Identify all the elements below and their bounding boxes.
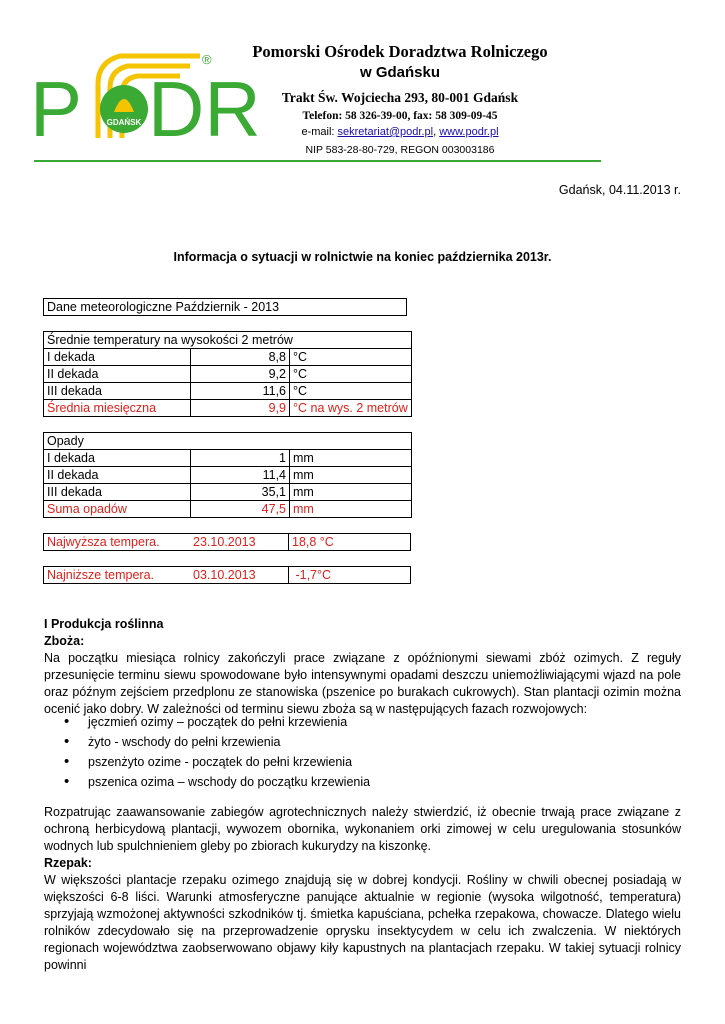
email-separator: , — [433, 126, 440, 138]
row-value: 35,1 — [191, 484, 290, 501]
table-row — [44, 484, 412, 501]
org-phone: Telefon: 58 326-39-00, fax: 58 309-09-45 — [302, 110, 498, 122]
paragraph-cereals: Na początku miesiąca rolnicy zakończyli prace związane z opóźnionymi siewami zbóż ozimych. Z reguły przesunięcie terminu siewu spowodowane było intensywnymi opadami deszczu uniemożliwiającymi wjazd na pole oraz późnym zejściem przedplonu ze stanowiska (pszenice po burakach cukrowych). Stan plantacji ozimin można ocenić jako dobry. W zależności od terminu siewu zboża są w następujących fazach rozwojowych: — [44, 651, 681, 716]
table-row — [44, 349, 412, 366]
list-item: • pszenica ozima – wschody do początku krzewienia — [62, 772, 370, 792]
row-value: 11,4 — [191, 467, 290, 484]
temperature-table — [43, 331, 412, 417]
min-temperature-table — [43, 566, 411, 584]
subsection-cereals: Zboża: — [44, 634, 85, 648]
paragraph-agrotechnics: Rozpatrując zaawansowanie zabiegów agrotechnicznych należy stwierdzić, iż obecnie trwają prace związane z ochroną herbicydową plantacji, wywozem obornika, wykonaniem orki zimowej w celu uregulowania stosunków wodnych lub spulchnieniem gleby po zbiorach kukurydzy na kiszonkę. — [44, 805, 681, 853]
org-email-line — [230, 126, 570, 138]
rainfall-heading: Opady — [44, 433, 412, 450]
org-city: w Gdańsku — [359, 64, 441, 81]
max-temperature-table — [43, 533, 411, 551]
table-row — [44, 467, 412, 484]
row-label: II dekada — [44, 467, 191, 484]
row-unit: mm — [290, 450, 412, 467]
row-unit: mm — [290, 501, 412, 518]
registered-mark: ® — [202, 52, 212, 67]
table-row — [44, 450, 412, 467]
row-unit: °C — [290, 366, 412, 383]
table-row-summary — [44, 501, 412, 518]
max-temp-value: 18,8 °C — [289, 534, 411, 551]
row-unit: mm — [290, 467, 412, 484]
document-date: Gdańsk, 04.11.2013 r. — [558, 183, 681, 197]
list-item: • jęczmień ozimy – początek do pełni krzewienia — [62, 712, 370, 732]
row-unit: °C — [290, 349, 412, 366]
temperature-heading: Średnie temperatury na wysokości 2 metrów — [44, 332, 412, 349]
table-row-summary — [44, 400, 412, 417]
row-label: I dekada — [44, 450, 191, 467]
section-heading: I Produkcja roślinna — [44, 617, 164, 631]
email-link[interactable]: sekretariat@podr.pl — [337, 126, 434, 138]
org-name: Pomorski Ośrodek Doradztwa Rolniczego — [252, 42, 548, 61]
row-label: III dekada — [44, 484, 191, 501]
row-value: 1 — [191, 450, 290, 467]
email-prefix: e-mail: — [301, 126, 338, 138]
list-item: • pszenżyto ozime - początek do pełni krzewienia — [62, 752, 370, 772]
max-temp-label: Najwyższa tempera. — [44, 534, 191, 551]
rainfall-table — [43, 432, 412, 518]
row-value: 9,2 — [191, 366, 290, 383]
row-unit: mm — [290, 484, 412, 501]
row-label: Średnia miesięczna — [44, 400, 191, 417]
row-value: 8,8 — [191, 349, 290, 366]
podr-logo — [30, 46, 261, 153]
row-label: II dekada — [44, 366, 191, 383]
paragraph-rapeseed: W większości plantacje rzepaku ozimego znajdują się w dobrej kondycji. Rośliny w chwili obecnej posiadają w większości 6-8 liści. Warunki atmosferyczne panujące aktualnie w regionie (wysoka wilgotność, temperatura) sprzyjają wzmożonej aktywności szkodników tj. śmietka kapuściana, pchełka rzepakowa, chowacze. Dlatego wielu rolników zdecydowało się na przeprowadzenie oprysku insektycydem w celu ich zwalczenia. W niektórych regionach województwa zaobserwowano objawy kiły kapustnych na plantacjach rzepaku. W takiej sytuacji rolnicy powinni — [44, 873, 681, 972]
max-temp-date: 23.10.2013 — [190, 534, 289, 551]
weather-heading-table — [43, 298, 407, 316]
table-row — [44, 383, 412, 400]
row-label: Suma opadów — [44, 501, 191, 518]
logo-letters-dr: DR — [148, 65, 261, 153]
row-label: I dekada — [44, 349, 191, 366]
row-value: 11,6 — [191, 383, 290, 400]
header-divider — [34, 160, 601, 162]
development-phases-list — [62, 712, 370, 792]
row-unit: °C na wys. 2 metrów — [290, 400, 412, 417]
row-label: III dekada — [44, 383, 191, 400]
row-value: 9,9 — [191, 400, 290, 417]
subsection-rapeseed: Rzepak: — [44, 856, 92, 870]
document-title: Informacja o sytuacji w rolnictwie na koniec października 2013r. — [173, 250, 552, 264]
org-address: Trakt Św. Wojciecha 293, 80-001 Gdańsk — [281, 90, 519, 105]
table-row — [44, 366, 412, 383]
logo-letter-p: P — [30, 65, 83, 153]
weather-heading: Dane meteorologiczne Październik - 2013 — [44, 299, 407, 316]
org-nip-regon: NIP 583-28-80-729, REGON 003003186 — [305, 144, 495, 156]
row-value: 47,5 — [191, 501, 290, 518]
row-unit: °C — [290, 383, 412, 400]
min-temp-date: 03.10.2013 — [190, 567, 289, 584]
min-temp-label: Najniższe tempera. — [44, 567, 191, 584]
logo-badge: GDAŃSK — [106, 118, 142, 127]
min-temp-value: -1,7°C — [289, 567, 411, 584]
list-item: • żyto - wschody do pełni krzewienia — [62, 732, 370, 752]
website-link[interactable]: www.podr.pl — [439, 126, 499, 138]
